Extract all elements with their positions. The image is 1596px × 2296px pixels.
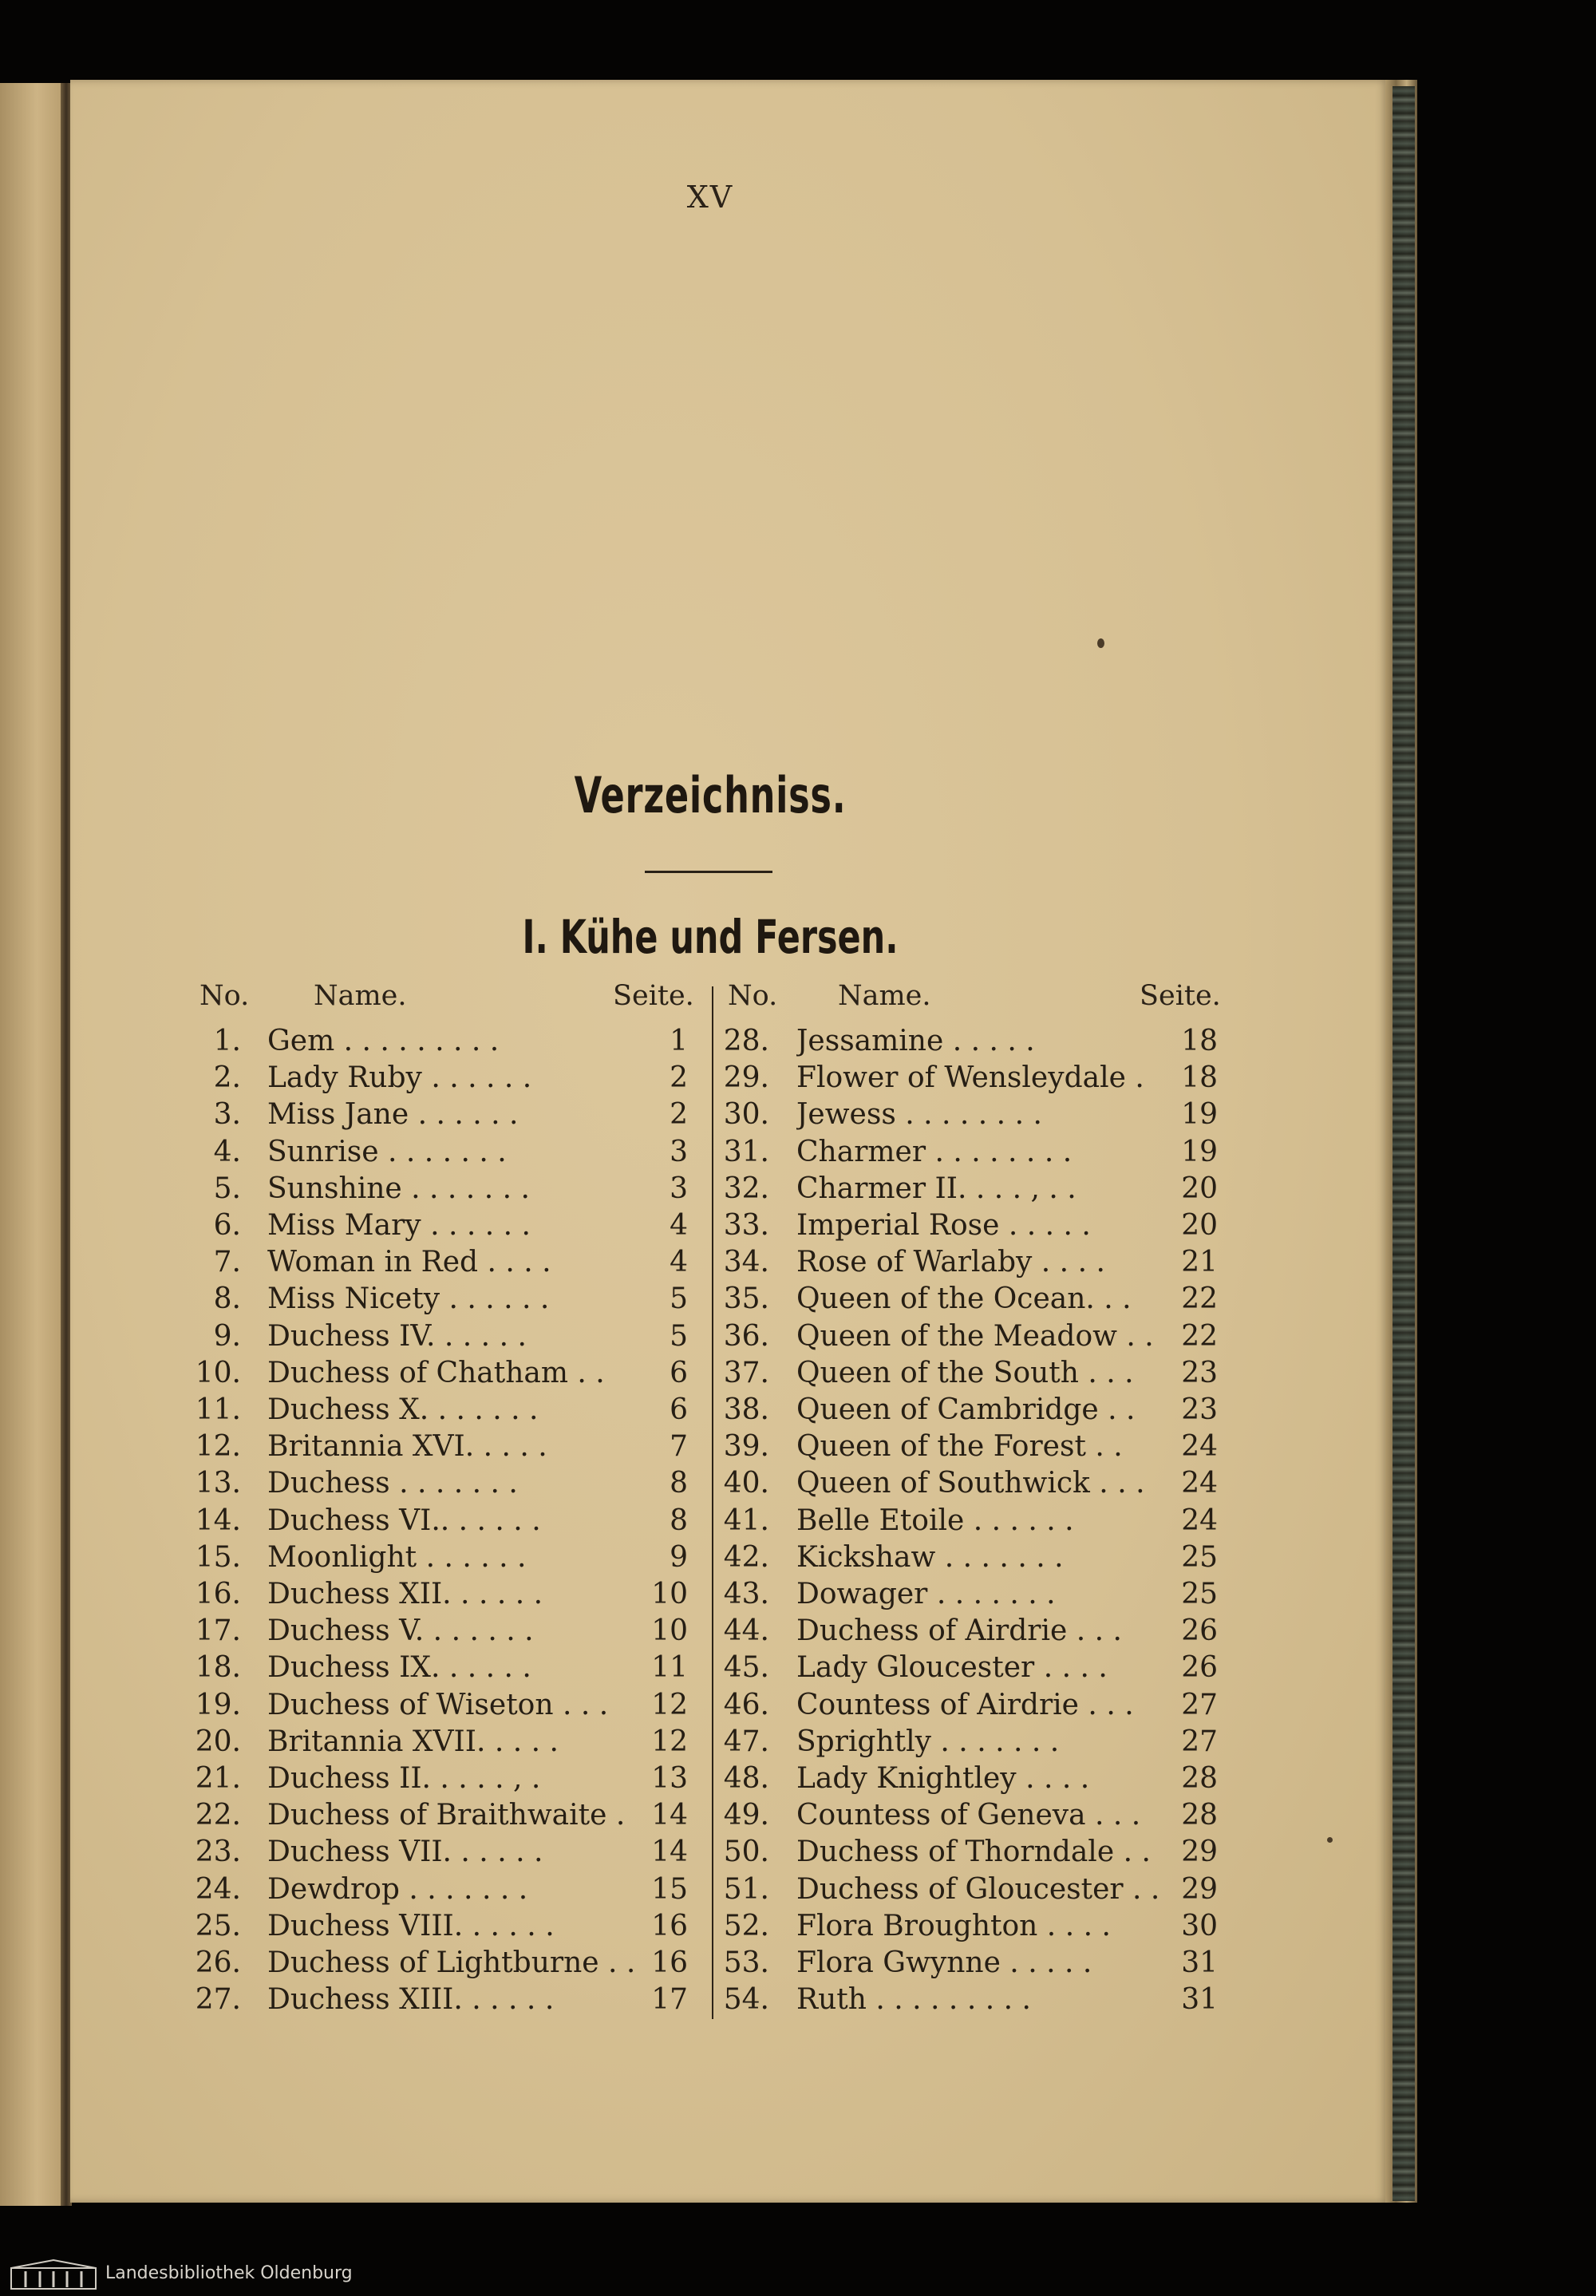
entry-number: 5. xyxy=(213,1172,241,1205)
list-item xyxy=(0,1281,1596,1318)
list-item xyxy=(0,1503,1596,1539)
entry-number: 42. xyxy=(723,1540,769,1574)
entry-number: 45. xyxy=(723,1651,769,1685)
entry-number: 38. xyxy=(723,1393,769,1426)
entry-name: Sunshine . . . . . . . xyxy=(267,1172,530,1205)
list-item xyxy=(0,1465,1596,1502)
entry-page: 24 xyxy=(1181,1467,1218,1500)
entry-name: Kickshaw . . . . . . . xyxy=(796,1540,1064,1574)
entry-name: Duchess of Gloucester . . xyxy=(796,1872,1160,1906)
entry-page: 17 xyxy=(651,1983,688,2017)
entry-page: 23 xyxy=(1181,1356,1218,1389)
entry-page: 19 xyxy=(1181,1135,1218,1168)
entry-name: Sprightly . . . . . . . xyxy=(796,1725,1060,1758)
entry-number: 19. xyxy=(195,1688,241,1721)
entry-number: 9. xyxy=(213,1319,241,1353)
entry-page: 11 xyxy=(651,1651,688,1685)
list-item xyxy=(0,1244,1596,1281)
entry-name: Duchess . . . . . . . xyxy=(267,1467,518,1500)
entry-name: Queen of the Ocean. . . xyxy=(796,1282,1132,1316)
entry-number: 43. xyxy=(723,1578,769,1610)
entry-name: Lady Knightley . . . . xyxy=(796,1762,1090,1795)
entry-name: Jessamine . . . . . xyxy=(796,1025,1035,1057)
entry-page: 10 xyxy=(651,1578,688,1610)
entry-page: 24 xyxy=(1181,1504,1218,1537)
entry-number: 44. xyxy=(723,1614,769,1648)
entry-page: 23 xyxy=(1181,1393,1218,1426)
entry-page: 7 xyxy=(670,1430,688,1464)
right-header-seite: Seite. xyxy=(1140,980,1221,1012)
library-building-icon xyxy=(10,2258,97,2290)
entry-page: 22 xyxy=(1181,1282,1218,1316)
entry-page: 14 xyxy=(651,1799,688,1832)
page-title: Verzeichniss. xyxy=(574,766,847,824)
entry-number: 14. xyxy=(195,1504,241,1537)
entry-page: 30 xyxy=(1181,1909,1218,1942)
entry-page: 8 xyxy=(670,1467,688,1500)
entry-name: Woman in Red . . . . xyxy=(267,1246,551,1279)
entry-name: Queen of the South . . . xyxy=(796,1356,1134,1389)
entry-number: 27. xyxy=(195,1983,241,2017)
entry-name: Duchess II. . . . . , . xyxy=(267,1762,541,1795)
entry-page: 1 xyxy=(670,1025,688,1057)
entry-page: 22 xyxy=(1181,1319,1218,1353)
left-header-seite: Seite. xyxy=(613,980,694,1012)
entry-page: 6 xyxy=(670,1356,688,1389)
entry-name: Duchess V. . . . . . . xyxy=(267,1614,534,1648)
entry-page: 31 xyxy=(1181,1946,1218,1979)
entry-number: 7. xyxy=(213,1246,241,1279)
entry-name: Gem . . . . . . . . . xyxy=(267,1025,500,1057)
entry-number: 41. xyxy=(723,1504,769,1537)
entry-number: 3. xyxy=(213,1098,241,1132)
entry-name: Duchess IV. . . . . . xyxy=(267,1319,527,1353)
entry-name: Charmer II. . . . , . . xyxy=(796,1172,1077,1205)
list-item xyxy=(0,1761,1596,1797)
entry-name: Flora Broughton . . . . xyxy=(796,1909,1111,1942)
entry-number: 33. xyxy=(723,1209,769,1242)
entry-number: 54. xyxy=(723,1983,769,2017)
entry-number: 29. xyxy=(723,1061,769,1095)
entry-page: 31 xyxy=(1181,1983,1218,2017)
list-item xyxy=(0,1355,1596,1392)
entry-number: 4. xyxy=(213,1135,241,1168)
entry-number: 20. xyxy=(195,1725,241,1758)
list-item xyxy=(0,1724,1596,1761)
entry-name: Duchess X. . . . . . . xyxy=(267,1393,539,1426)
entry-page: 12 xyxy=(651,1688,688,1721)
entry-page: 25 xyxy=(1181,1578,1218,1610)
entry-name: Duchess XIII. . . . . . xyxy=(267,1983,555,2017)
entry-name: Miss Jane . . . . . . xyxy=(267,1098,519,1132)
entry-name: Ruth . . . . . . . . . xyxy=(796,1983,1031,2017)
list-item xyxy=(0,1834,1596,1871)
entry-number: 25. xyxy=(195,1909,241,1942)
entry-number: 1. xyxy=(213,1025,241,1057)
entry-page: 25 xyxy=(1181,1540,1218,1574)
entry-page: 14 xyxy=(651,1836,688,1869)
list-item xyxy=(0,1097,1596,1133)
entry-name: Rose of Warlaby . . . . xyxy=(796,1246,1105,1279)
entry-number: 12. xyxy=(195,1430,241,1464)
list-item xyxy=(0,1539,1596,1576)
entry-page: 19 xyxy=(1181,1098,1218,1132)
entry-name: Lady Gloucester . . . . xyxy=(796,1651,1108,1685)
entry-name: Duchess XII. . . . . . xyxy=(267,1578,543,1610)
list-item xyxy=(0,1060,1596,1097)
list-item xyxy=(0,1171,1596,1207)
entry-name: Sunrise . . . . . . . xyxy=(267,1135,507,1168)
entry-name: Miss Mary . . . . . . xyxy=(267,1209,531,1242)
entry-page: 20 xyxy=(1181,1209,1218,1242)
entry-page: 24 xyxy=(1181,1430,1218,1464)
entry-page: 27 xyxy=(1181,1725,1218,1758)
entry-page: 16 xyxy=(651,1946,688,1979)
entry-number: 52. xyxy=(723,1909,769,1942)
entry-number: 39. xyxy=(723,1430,769,1464)
entry-name: Duchess of Braithwaite . xyxy=(267,1799,626,1832)
library-footer xyxy=(0,2251,1596,2296)
entry-name: Duchess VI.. . . . . . xyxy=(267,1504,541,1537)
entry-number: 10. xyxy=(195,1356,241,1389)
entry-number: 49. xyxy=(723,1799,769,1832)
section-heading: I. Kühe und Fersen. xyxy=(522,910,899,964)
entry-number: 23. xyxy=(195,1836,241,1869)
list-item xyxy=(0,1945,1596,1982)
entry-number: 28. xyxy=(723,1025,769,1057)
entry-name: Dewdrop . . . . . . . xyxy=(267,1872,528,1906)
list-item xyxy=(0,1318,1596,1355)
entry-number: 34. xyxy=(723,1246,769,1279)
entry-number: 48. xyxy=(723,1762,769,1795)
entry-page: 18 xyxy=(1181,1061,1218,1095)
entry-name: Duchess of Thorndale . . xyxy=(796,1836,1151,1869)
list-item xyxy=(0,1207,1596,1244)
list-item xyxy=(0,1871,1596,1908)
entry-number: 36. xyxy=(723,1319,769,1353)
entry-number: 30. xyxy=(723,1098,769,1132)
entry-name: Britannia XVII. . . . . xyxy=(267,1725,559,1758)
title-rule xyxy=(645,871,772,873)
entry-number: 11. xyxy=(195,1393,241,1426)
list-item xyxy=(0,1797,1596,1834)
entry-number: 26. xyxy=(195,1946,241,1979)
entry-page: 5 xyxy=(670,1319,688,1353)
entry-number: 22. xyxy=(195,1799,241,1832)
entry-name: Flower of Wensleydale . xyxy=(796,1061,1144,1095)
entry-number: 50. xyxy=(723,1836,769,1869)
entry-name: Miss Nicety . . . . . . xyxy=(267,1282,550,1316)
entry-name: Duchess of Lightburne . . xyxy=(267,1946,636,1979)
entry-name: Britannia XVI. . . . . xyxy=(267,1430,547,1464)
entry-name: Queen of Cambridge . . xyxy=(796,1393,1136,1426)
entry-name: Queen of Southwick . . . xyxy=(796,1467,1145,1500)
entry-page: 4 xyxy=(670,1246,688,1279)
entry-page: 9 xyxy=(670,1540,688,1574)
list-item xyxy=(0,1908,1596,1945)
entry-number: 6. xyxy=(213,1209,241,1242)
entry-name: Dowager . . . . . . . xyxy=(796,1578,1056,1610)
entry-page: 29 xyxy=(1181,1836,1218,1869)
entry-name: Queen of the Meadow . . xyxy=(796,1319,1154,1353)
entry-page: 12 xyxy=(651,1725,688,1758)
entry-number: 40. xyxy=(723,1467,769,1500)
library-name: Landesbibliothek Oldenburg xyxy=(105,2263,353,2283)
list-item xyxy=(0,1982,1596,2018)
page-number: XV xyxy=(686,180,734,215)
entry-page: 15 xyxy=(651,1872,688,1906)
entry-page: 27 xyxy=(1181,1688,1218,1721)
list-item xyxy=(0,1023,1596,1060)
entry-number: 31. xyxy=(723,1135,769,1168)
entry-name: Moonlight . . . . . . xyxy=(267,1540,527,1574)
entry-name: Charmer . . . . . . . . xyxy=(796,1135,1073,1168)
entry-number: 47. xyxy=(723,1725,769,1758)
entry-page: 29 xyxy=(1181,1872,1218,1906)
entry-page: 26 xyxy=(1181,1651,1218,1685)
entry-page: 28 xyxy=(1181,1762,1218,1795)
entry-page: 8 xyxy=(670,1504,688,1537)
entry-page: 5 xyxy=(670,1282,688,1316)
entry-number: 16. xyxy=(195,1578,241,1610)
entry-page: 2 xyxy=(670,1098,688,1132)
list-item xyxy=(0,1650,1596,1686)
entry-number: 2. xyxy=(213,1061,241,1095)
entry-name: Duchess of Wiseton . . . xyxy=(267,1688,609,1721)
right-header-no: No. xyxy=(728,980,778,1012)
right-header-name: Name. xyxy=(838,980,931,1012)
entry-number: 17. xyxy=(195,1614,241,1648)
entry-page: 16 xyxy=(651,1909,688,1942)
entry-name: Duchess IX. . . . . . xyxy=(267,1651,531,1685)
entry-page: 21 xyxy=(1181,1246,1218,1279)
paper-speck xyxy=(1097,638,1104,648)
left-header-name: Name. xyxy=(314,980,407,1012)
entry-number: 8. xyxy=(213,1282,241,1316)
entry-page: 10 xyxy=(651,1614,688,1648)
list-item xyxy=(0,1687,1596,1724)
entry-name: Duchess of Airdrie . . . xyxy=(796,1614,1122,1648)
entry-number: 46. xyxy=(723,1688,769,1721)
entry-number: 24. xyxy=(195,1872,241,1906)
entry-name: Flora Gwynne . . . . . xyxy=(796,1946,1092,1979)
entry-number: 32. xyxy=(723,1172,769,1205)
entry-name: Imperial Rose . . . . . xyxy=(796,1209,1091,1242)
entry-page: 20 xyxy=(1181,1172,1218,1205)
entry-name: Duchess VII. . . . . . xyxy=(267,1836,543,1869)
list-item xyxy=(0,1576,1596,1613)
entry-number: 13. xyxy=(195,1467,241,1500)
entry-number: 15. xyxy=(195,1540,241,1574)
entry-number: 53. xyxy=(723,1946,769,1979)
list-item xyxy=(0,1392,1596,1429)
entry-name: Jewess . . . . . . . . xyxy=(796,1098,1042,1132)
list-item xyxy=(0,1613,1596,1650)
entry-number: 18. xyxy=(195,1651,241,1685)
entry-page: 3 xyxy=(670,1135,688,1168)
entry-number: 51. xyxy=(723,1872,769,1906)
entry-name: Lady Ruby . . . . . . xyxy=(267,1061,532,1095)
entry-name: Duchess VIII. . . . . . xyxy=(267,1909,555,1942)
entry-number: 21. xyxy=(195,1762,241,1795)
left-header-no: No. xyxy=(200,980,250,1012)
entry-name: Belle Etoile . . . . . . xyxy=(796,1504,1074,1537)
entry-page: 18 xyxy=(1181,1025,1218,1057)
entry-name: Queen of the Forest . . xyxy=(796,1430,1123,1464)
entry-page: 28 xyxy=(1181,1799,1218,1832)
list-item xyxy=(0,1429,1596,1465)
entry-number: 35. xyxy=(723,1282,769,1316)
entry-page: 3 xyxy=(670,1172,688,1205)
entry-page: 13 xyxy=(651,1762,688,1795)
entry-name: Duchess of Chatham . . xyxy=(267,1356,605,1389)
entry-page: 6 xyxy=(670,1393,688,1426)
list-item xyxy=(0,1134,1596,1171)
entry-number: 37. xyxy=(723,1356,769,1389)
entry-page: 2 xyxy=(670,1061,688,1095)
entry-page: 26 xyxy=(1181,1614,1218,1648)
entry-page: 4 xyxy=(670,1209,688,1242)
entry-name: Countess of Airdrie . . . xyxy=(796,1688,1134,1721)
entry-name: Countess of Geneva . . . xyxy=(796,1799,1141,1832)
